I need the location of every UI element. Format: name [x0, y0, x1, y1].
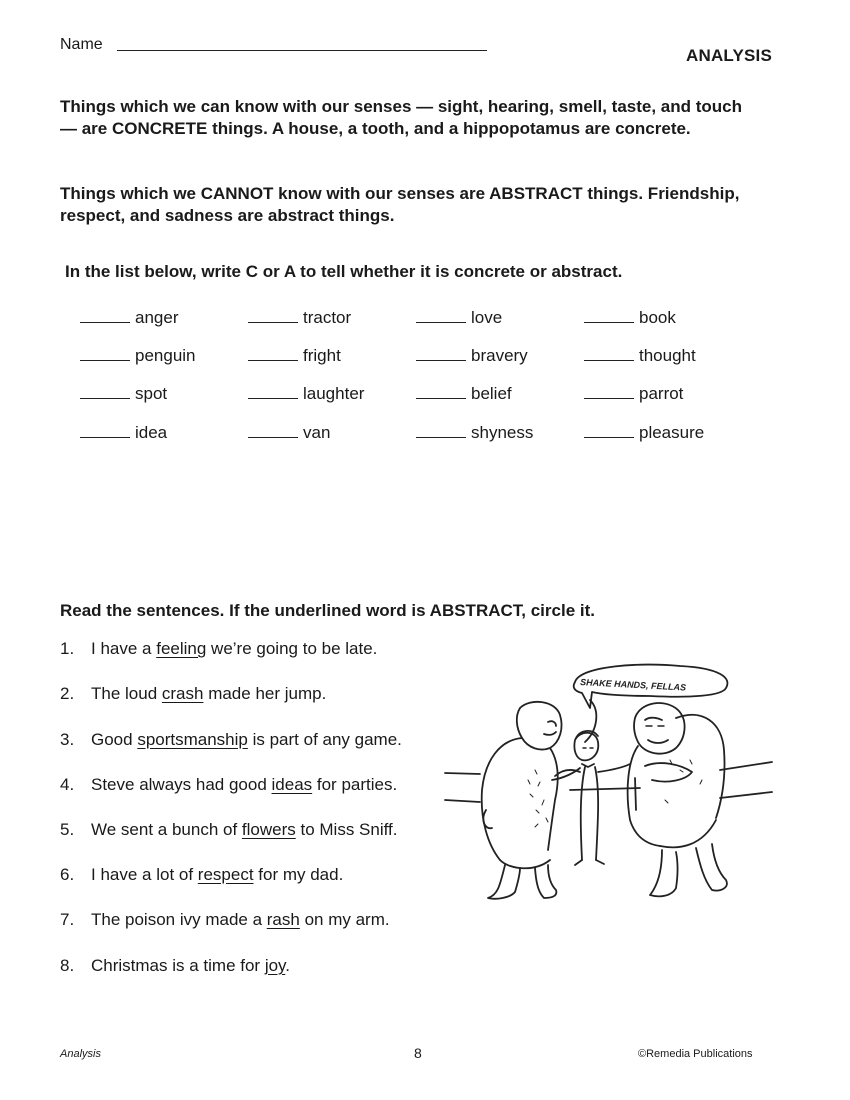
page-number: 8 — [414, 1045, 422, 1061]
word-label: belief — [471, 384, 512, 403]
ring-post — [635, 778, 636, 810]
sentence-number: 8. — [60, 956, 75, 975]
word-item — [584, 308, 676, 328]
sentence-text: Steve always had good — [91, 775, 272, 794]
answer-blank[interactable] — [80, 359, 130, 361]
answer-blank[interactable] — [584, 321, 634, 323]
footer-publisher: ©Remedia Publications — [638, 1048, 753, 1060]
word-item — [80, 384, 167, 404]
word-label: parrot — [639, 384, 684, 403]
answer-blank[interactable] — [584, 397, 634, 399]
sentence-number: 6. — [60, 865, 75, 884]
word-item — [416, 346, 528, 366]
word-label: love — [471, 308, 503, 327]
answer-blank[interactable] — [248, 321, 298, 323]
sentence-text: to Miss Sniff. — [295, 820, 398, 839]
word-label: anger — [135, 308, 179, 327]
sentence-item — [60, 775, 397, 795]
word-item — [416, 423, 533, 443]
answer-blank[interactable] — [416, 436, 466, 438]
sentence-item — [60, 639, 377, 659]
sentence-item — [60, 820, 397, 840]
sentence-text: made her jump. — [203, 684, 327, 703]
word-row — [80, 423, 800, 447]
sentence-number: 7. — [60, 910, 75, 929]
abstract-definition: Things which we CANNOT know with our senses are ABSTRACT things. Friendship, respect, and sadness are abstract things. — [60, 184, 740, 225]
underlined-word[interactable]: respect — [197, 865, 254, 884]
name-line[interactable] — [117, 50, 487, 51]
word-item — [248, 423, 330, 443]
word-label: laughter — [303, 384, 365, 403]
answer-blank[interactable] — [248, 397, 298, 399]
concrete-definition: Things which we can know with our senses — sight, hearing, smell, taste, and touch — are CONCRETE things. A house, a tooth, and a hippopotamus are concrete. — [60, 97, 743, 138]
sentence-text: is part of any game. — [247, 730, 402, 749]
answer-blank[interactable] — [80, 321, 130, 323]
answer-blank[interactable] — [248, 359, 298, 361]
answer-blank[interactable] — [416, 321, 466, 323]
page-title: ANALYSIS — [686, 46, 772, 65]
underlined-word[interactable]: ideas — [271, 775, 313, 794]
ring-rope — [570, 788, 640, 790]
word-item — [80, 346, 196, 366]
sentence-text: Good — [91, 730, 138, 749]
ring-rope — [720, 792, 772, 798]
word-item — [416, 384, 512, 404]
name-label: Name — [60, 36, 103, 53]
answer-blank[interactable] — [80, 436, 130, 438]
sentence-text: for parties. — [312, 775, 398, 794]
part1-instruction: In the list below, write C or A to tell whether it is concrete or abstract. — [65, 262, 623, 281]
word-item — [248, 308, 351, 328]
sentence-text: on my arm. — [299, 910, 390, 929]
referee — [555, 731, 630, 865]
speech-text: SHAKE HANDS, FELLAS — [579, 677, 687, 693]
sentence-number: 2. — [60, 684, 75, 703]
word-item — [416, 308, 502, 328]
word-label: bravery — [471, 346, 528, 365]
sentence-number: 4. — [60, 775, 75, 794]
answer-blank[interactable] — [80, 397, 130, 399]
sentence-text: I have a lot of — [91, 865, 198, 884]
word-item — [584, 423, 704, 443]
word-label: thought — [639, 346, 696, 365]
sentence-text: We sent a bunch of — [91, 820, 242, 839]
word-label: shyness — [471, 423, 534, 442]
word-item — [584, 346, 696, 366]
word-label: tractor — [303, 308, 352, 327]
answer-blank[interactable] — [248, 436, 298, 438]
underlined-word[interactable]: rash — [266, 910, 300, 929]
ring-rope — [720, 762, 772, 770]
sentence-item — [60, 684, 326, 704]
ring-rope — [445, 773, 480, 774]
wrestlers-cartoon — [440, 660, 775, 905]
word-item — [248, 346, 341, 366]
word-label: penguin — [135, 346, 196, 365]
sentence-text: The poison ivy made a — [91, 910, 267, 929]
left-wrestler — [482, 700, 597, 899]
footer-subject: Analysis — [60, 1048, 101, 1060]
word-label: van — [303, 423, 331, 442]
sentence-text: I have a — [91, 639, 157, 658]
underlined-word[interactable]: crash — [161, 684, 204, 703]
answer-blank[interactable] — [416, 359, 466, 361]
sentence-number: 5. — [60, 820, 75, 839]
sentence-text: for my dad. — [253, 865, 344, 884]
part2-instruction: Read the sentences. If the underlined word is ABSTRACT, circle it. — [60, 601, 595, 620]
sentence-text: . — [285, 956, 291, 975]
underlined-word[interactable]: sportsmanship — [137, 730, 248, 749]
answer-blank[interactable] — [584, 436, 634, 438]
word-row — [80, 308, 800, 332]
underlined-word[interactable]: feeling — [156, 639, 207, 658]
sentence-text: we’re going to be late. — [206, 639, 378, 658]
word-item — [584, 384, 683, 404]
sentence-item — [60, 865, 343, 885]
sentence-number: 3. — [60, 730, 75, 749]
word-label: book — [639, 308, 676, 327]
sentence-item — [60, 956, 290, 976]
word-label: pleasure — [639, 423, 705, 442]
ring-rope — [445, 800, 480, 802]
word-label: fright — [303, 346, 341, 365]
sentence-number: 1. — [60, 639, 75, 658]
right-wrestler — [628, 703, 727, 896]
word-item — [248, 384, 364, 404]
underlined-word[interactable]: joy — [264, 956, 286, 975]
sentence-item — [60, 730, 402, 750]
answer-blank[interactable] — [416, 397, 466, 399]
word-label: spot — [135, 384, 168, 403]
underlined-word[interactable]: flowers — [241, 820, 296, 839]
word-label: idea — [135, 423, 168, 442]
word-item — [80, 423, 167, 443]
answer-blank[interactable] — [584, 359, 634, 361]
sentence-item — [60, 910, 390, 930]
sentence-text: Christmas is a time for — [91, 956, 265, 975]
sentence-text: The loud — [91, 684, 162, 703]
word-item — [80, 308, 178, 328]
word-row — [80, 384, 800, 408]
word-row — [80, 346, 800, 370]
